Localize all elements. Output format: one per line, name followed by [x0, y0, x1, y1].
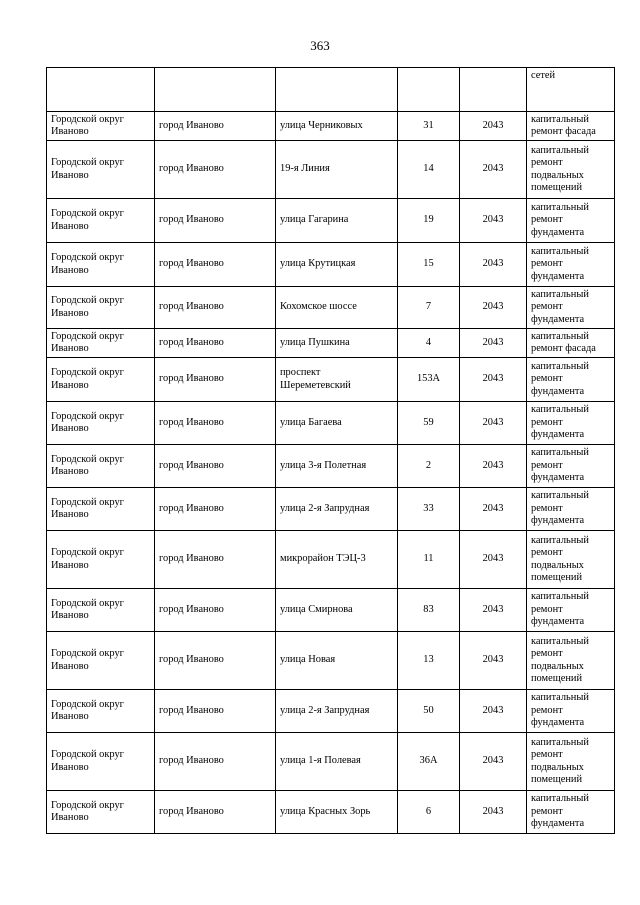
cell-work: капитальный ремонт фундамента: [527, 445, 615, 488]
cell-year: 2043: [460, 112, 527, 141]
cell-house: 2: [398, 445, 460, 488]
cell-work: капитальный ремонт фундамента: [527, 243, 615, 287]
cell-street: улица Крутицкая: [276, 243, 398, 287]
cell-work: капитальный ремонт подвальных помещений: [527, 531, 615, 589]
cell-municipality: Городской округ Иваново: [47, 287, 155, 329]
cell-house: 14: [398, 141, 460, 199]
cell-municipality: [47, 68, 155, 112]
cell-municipality: Городской округ Иваново: [47, 589, 155, 632]
cell-settlement: город Иваново: [155, 791, 276, 834]
cell-work: сетей: [527, 68, 615, 112]
cell-street: улица 2-я Запрудная: [276, 690, 398, 733]
cell-year: [460, 68, 527, 112]
cell-year: 2043: [460, 791, 527, 834]
cell-work: капитальный ремонт фундамента: [527, 690, 615, 733]
cell-work: капитальный ремонт фундамента: [527, 488, 615, 531]
cell-street: улица Пушкина: [276, 329, 398, 358]
cell-settlement: [155, 68, 276, 112]
cell-work: капитальный ремонт фундамента: [527, 358, 615, 402]
cell-municipality: Городской округ Иваново: [47, 791, 155, 834]
cell-year: 2043: [460, 243, 527, 287]
cell-municipality: Городской округ Иваново: [47, 488, 155, 531]
cell-work: капитальный ремонт подвальных помещений: [527, 733, 615, 791]
cell-year: 2043: [460, 199, 527, 243]
cell-year: 2043: [460, 488, 527, 531]
cell-municipality: Городской округ Иваново: [47, 329, 155, 358]
table-row: [47, 733, 615, 791]
cell-settlement: город Иваново: [155, 690, 276, 733]
cell-work: капитальный ремонт фасада: [527, 112, 615, 141]
table-row: [47, 632, 615, 690]
cell-municipality: Городской округ Иваново: [47, 199, 155, 243]
cell-work: капитальный ремонт фундамента: [527, 199, 615, 243]
cell-municipality: Городской округ Иваново: [47, 358, 155, 402]
cell-year: 2043: [460, 445, 527, 488]
page-number: 363: [310, 38, 330, 53]
cell-street: улица Новая: [276, 632, 398, 690]
cell-street: [276, 68, 398, 112]
cell-municipality: Городской округ Иваново: [47, 243, 155, 287]
cell-settlement: город Иваново: [155, 733, 276, 791]
cell-municipality: Городской округ Иваново: [47, 733, 155, 791]
cell-work: капитальный ремонт фундамента: [527, 791, 615, 834]
cell-street: микрорайон ТЭЦ-3: [276, 531, 398, 589]
table-row: [47, 488, 615, 531]
cell-year: 2043: [460, 690, 527, 733]
cell-house: 153А: [398, 358, 460, 402]
cell-work: капитальный ремонт подвальных помещений: [527, 141, 615, 199]
cell-year: 2043: [460, 402, 527, 445]
cell-street: Кохомское шоссе: [276, 287, 398, 329]
cell-settlement: город Иваново: [155, 402, 276, 445]
table-row: [47, 589, 615, 632]
cell-street: улица Красных Зорь: [276, 791, 398, 834]
cell-settlement: город Иваново: [155, 632, 276, 690]
cell-street: улица Смирнова: [276, 589, 398, 632]
table-row: [47, 791, 615, 834]
cell-house: 11: [398, 531, 460, 589]
cell-house: 36А: [398, 733, 460, 791]
cell-street: улица 3-я Полетная: [276, 445, 398, 488]
cell-settlement: город Иваново: [155, 488, 276, 531]
table-row: [47, 243, 615, 287]
table-row: [47, 112, 615, 141]
cell-work: капитальный ремонт фасада: [527, 329, 615, 358]
cell-street: 19-я Линия: [276, 141, 398, 199]
table-row: [47, 141, 615, 199]
cell-year: 2043: [460, 329, 527, 358]
cell-street: улица Багаева: [276, 402, 398, 445]
table-row: [47, 199, 615, 243]
repair-schedule-table: [46, 67, 615, 834]
cell-work: капитальный ремонт фундамента: [527, 287, 615, 329]
cell-year: 2043: [460, 589, 527, 632]
cell-settlement: город Иваново: [155, 112, 276, 141]
cell-settlement: город Иваново: [155, 589, 276, 632]
cell-work: капитальный ремонт фундамента: [527, 589, 615, 632]
cell-settlement: город Иваново: [155, 141, 276, 199]
cell-settlement: город Иваново: [155, 358, 276, 402]
cell-municipality: Городской округ Иваново: [47, 141, 155, 199]
cell-settlement: город Иваново: [155, 329, 276, 358]
cell-year: 2043: [460, 141, 527, 199]
cell-municipality: Городской округ Иваново: [47, 402, 155, 445]
cell-year: 2043: [460, 632, 527, 690]
table-row: [47, 445, 615, 488]
cell-year: 2043: [460, 358, 527, 402]
cell-house: 13: [398, 632, 460, 690]
cell-street: улица 1-я Полевая: [276, 733, 398, 791]
cell-street: проспект Шереметевский: [276, 358, 398, 402]
table-row: [47, 287, 615, 329]
cell-house: 19: [398, 199, 460, 243]
cell-house: 50: [398, 690, 460, 733]
cell-house: 6: [398, 791, 460, 834]
cell-settlement: город Иваново: [155, 445, 276, 488]
table-row: [47, 531, 615, 589]
cell-year: 2043: [460, 531, 527, 589]
cell-work: капитальный ремонт фундамента: [527, 402, 615, 445]
cell-house: 4: [398, 329, 460, 358]
table-row: [47, 402, 615, 445]
table-row: [47, 358, 615, 402]
cell-municipality: Городской округ Иваново: [47, 632, 155, 690]
cell-municipality: Городской округ Иваново: [47, 531, 155, 589]
table-row: [47, 329, 615, 358]
cell-house: [398, 68, 460, 112]
cell-house: 59: [398, 402, 460, 445]
cell-street: улица Черниковых: [276, 112, 398, 141]
cell-settlement: город Иваново: [155, 287, 276, 329]
cell-year: 2043: [460, 733, 527, 791]
cell-street: улица 2-я Запрудная: [276, 488, 398, 531]
cell-municipality: Городской округ Иваново: [47, 112, 155, 141]
table-row: [47, 690, 615, 733]
cell-municipality: Городской округ Иваново: [47, 445, 155, 488]
cell-street: улица Гагарина: [276, 199, 398, 243]
cell-municipality: Городской округ Иваново: [47, 690, 155, 733]
cell-settlement: город Иваново: [155, 199, 276, 243]
cell-work: капитальный ремонт подвальных помещений: [527, 632, 615, 690]
cell-house: 7: [398, 287, 460, 329]
table-row-continued: [47, 68, 615, 112]
cell-house: 83: [398, 589, 460, 632]
cell-year: 2043: [460, 287, 527, 329]
cell-settlement: город Иваново: [155, 243, 276, 287]
cell-house: 33: [398, 488, 460, 531]
cell-settlement: город Иваново: [155, 531, 276, 589]
cell-house: 31: [398, 112, 460, 141]
cell-house: 15: [398, 243, 460, 287]
